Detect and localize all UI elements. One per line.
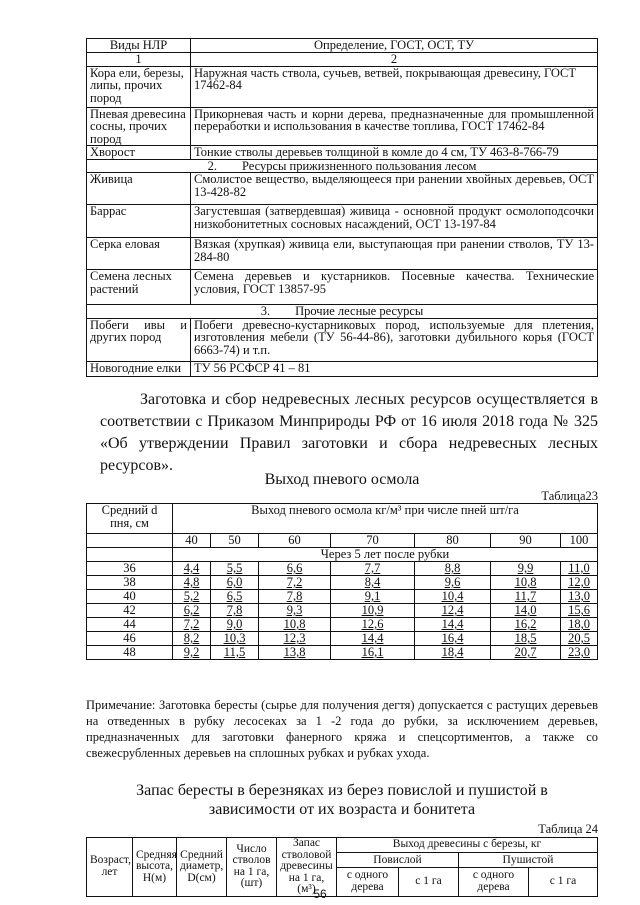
- col1-header: Средний d пня, см: [87, 504, 173, 534]
- row-def: Загустевшая (затвердевшая) живица - основной продукт осмолоподсочки низкобонитетных сосновых насаждений, ОСТ 13-197-84: [191, 205, 598, 238]
- header-diameter: Средний диаметр, D(см): [177, 838, 227, 897]
- note: Примечание: Заготовка бересты (сырье для получения дегтя) допускается с растущих деревьев на отведенных в рубку лесосеках за 1 -2 года до рубки, за исключением деревьев, предназначенных для заготовки фанерного кряжа и спецсортиментов, а также со свежесрубленных деревьев на сплошных рубках и рубках ухода.: [86, 698, 598, 760]
- row-def: ТУ 56 РСФСР 41 – 81: [191, 361, 598, 376]
- value-cell: 12,4: [415, 604, 491, 618]
- table23-title: Выход пневого осмола: [264, 471, 420, 488]
- empty-cell: [87, 534, 173, 548]
- col-number: 1: [87, 53, 191, 67]
- stump-count: 60: [259, 534, 331, 548]
- value-cell: 9,6: [415, 576, 491, 590]
- value-cell: 10,8: [259, 618, 331, 632]
- value-cell: 23,0: [561, 646, 598, 660]
- sub-per-ha: с 1 га: [529, 868, 598, 896]
- diameter-cell: 40: [87, 590, 173, 604]
- value-cell: 6,5: [211, 590, 259, 604]
- header-stems: Число стволов на 1 га, (шт): [227, 838, 277, 897]
- header-height: Средняя высота, Н(м): [133, 838, 177, 897]
- table23-number: Таблица23: [541, 489, 598, 503]
- value-cell: 7,7: [331, 562, 415, 576]
- value-cell: 7,8: [211, 604, 259, 618]
- value-cell: 4,4: [173, 562, 211, 576]
- row-def: Побеги древесно-кустарниковых пород, используемые для плетения, изготовления мебели (ТУ 56-44-86), заготовки дубильного корья (ГОСТ 6663-74) и т.п.: [191, 318, 598, 361]
- sub-per-tree: с одного дерева: [459, 868, 529, 896]
- value-cell: 14,4: [331, 632, 415, 646]
- value-cell: 10,4: [415, 590, 491, 604]
- diameter-cell: 48: [87, 646, 173, 660]
- row-name: Семена лесных растений: [87, 270, 191, 305]
- value-cell: 11,7: [491, 590, 561, 604]
- section-heading: 2. Ресурсы прижизненного пользования лесом: [87, 159, 598, 173]
- col-number: 2: [191, 53, 598, 67]
- value-cell: 15,6: [561, 604, 598, 618]
- value-cell: 16,2: [491, 618, 561, 632]
- table24-number: Таблица 24: [538, 822, 598, 836]
- sub-per-tree: с одного дерева: [337, 868, 399, 896]
- table-row: [87, 590, 598, 604]
- main-header: Выход пневого осмола кг/м³ при числе пней шт/га: [173, 504, 598, 534]
- row-def: Семена деревьев и кустарников. Посевные качества. Технические условия, ГОСТ 13857-95: [191, 270, 598, 305]
- row-def: Вязкая (хрупкая) живица ели, выступающая при ранении стволов, ТУ 13-284-80: [191, 238, 598, 270]
- row-name: Кора ели, березы, липы, прочих пород: [87, 66, 191, 107]
- stump-count: 80: [415, 534, 491, 548]
- nlr-definitions-table: [86, 38, 598, 377]
- value-cell: 8,8: [415, 562, 491, 576]
- value-cell: 4,8: [173, 576, 211, 590]
- diameter-cell: 42: [87, 604, 173, 618]
- row-name: Пневая древесина сосны, прочих пород: [87, 107, 191, 146]
- stump-count: 50: [211, 534, 259, 548]
- stump-count: 90: [491, 534, 561, 548]
- empty-cell: [87, 548, 173, 562]
- value-cell: 7,8: [259, 590, 331, 604]
- row-name: Побеги ивы и других пород: [87, 318, 191, 361]
- stump-count: 40: [173, 534, 211, 548]
- table-row: [87, 562, 598, 576]
- header-stock: Запас стволовой древесины на 1 га, (м³): [277, 838, 337, 897]
- value-cell: 5,2: [173, 590, 211, 604]
- diameter-cell: 46: [87, 632, 173, 646]
- value-cell: 18,0: [561, 618, 598, 632]
- body-paragraph: Заготовка и сбор недревесных лесных ресурсов осуществляется в соответствии с Приказом Минприроды РФ от 16 июля 2018 года № 325 «Об утверждении Правил заготовки и сбора недревесных лесных ресурсов».: [100, 391, 598, 474]
- row-name: Хворост: [87, 146, 191, 160]
- value-cell: 16,4: [415, 632, 491, 646]
- row-name: Новогодние елки: [87, 361, 191, 376]
- value-cell: 8,4: [331, 576, 415, 590]
- header-definition: Определение, ГОСТ, ОСТ, ТУ: [191, 39, 598, 53]
- header-age: Возраст, лет: [87, 838, 133, 897]
- species-pubescens: Пушистой: [459, 853, 598, 868]
- value-cell: 13,8: [259, 646, 331, 660]
- section-heading: 3. Прочие лесные ресурсы: [87, 305, 598, 319]
- value-cell: 18,4: [415, 646, 491, 660]
- value-cell: 10,3: [211, 632, 259, 646]
- page-number: 56: [313, 887, 327, 901]
- value-cell: 12,6: [331, 618, 415, 632]
- row-def: Наружная часть ствола, сучьев, ветвей, покрывающая древесину, ГОСТ 17462-84: [191, 66, 598, 107]
- value-cell: 16,1: [331, 646, 415, 660]
- diameter-cell: 36: [87, 562, 173, 576]
- value-cell: 13,0: [561, 590, 598, 604]
- value-cell: 8,2: [173, 632, 211, 646]
- value-cell: 6,2: [173, 604, 211, 618]
- value-cell: 18,5: [491, 632, 561, 646]
- value-cell: 9,0: [211, 618, 259, 632]
- value-cell: 6,6: [259, 562, 331, 576]
- value-cell: 9,1: [331, 590, 415, 604]
- value-cell: 20,5: [561, 632, 598, 646]
- value-cell: 10,9: [331, 604, 415, 618]
- value-cell: 5,5: [211, 562, 259, 576]
- header-types: Виды НЛР: [87, 39, 191, 53]
- table-row: [87, 618, 598, 632]
- row-name: Живица: [87, 173, 191, 205]
- table24-title-line2: зависимости от их возраста и бонитета: [208, 801, 476, 818]
- value-cell: 7,2: [173, 618, 211, 632]
- row-def: Тонкие стволы деревьев толщиной в комле до 4 см, ТУ 463-8-766-79: [191, 146, 598, 160]
- value-cell: 12,3: [259, 632, 331, 646]
- stump-resin-table: [86, 503, 598, 660]
- value-cell: 14,4: [415, 618, 491, 632]
- row-name: Серка еловая: [87, 238, 191, 270]
- table-row: [87, 632, 598, 646]
- value-cell: 6,0: [211, 576, 259, 590]
- row-def: Смолистое вещество, выделяющееся при ранении хвойных деревьев, ОСТ 13-428-82: [191, 173, 598, 205]
- sub-per-ha: с 1 га: [399, 868, 459, 896]
- value-cell: 9,9: [491, 562, 561, 576]
- table-row: [87, 646, 598, 660]
- table24-title-line1: Запас бересты в березняках из берез повислой и пушистой в: [136, 782, 548, 799]
- value-cell: 10,8: [491, 576, 561, 590]
- value-cell: 7,2: [259, 576, 331, 590]
- row-def: Прикорневая часть и корни дерева, предназначенные для промышленной переработки и использования в качестве топлива, ГОСТ 17462-84: [191, 107, 598, 146]
- species-pendula: Повислой: [337, 853, 459, 868]
- value-cell: 9,2: [173, 646, 211, 660]
- table-row: [87, 576, 598, 590]
- table-row: [87, 604, 598, 618]
- stump-count: 100: [561, 534, 598, 548]
- value-cell: 11,5: [211, 646, 259, 660]
- subheader: Через 5 лет после рубки: [173, 548, 598, 562]
- value-cell: 14,0: [491, 604, 561, 618]
- header-yield: Выход древесины с березы, кг: [337, 838, 598, 853]
- stump-count: 70: [331, 534, 415, 548]
- row-name: Баррас: [87, 205, 191, 238]
- diameter-cell: 38: [87, 576, 173, 590]
- value-cell: 20,7: [491, 646, 561, 660]
- diameter-cell: 44: [87, 618, 173, 632]
- value-cell: 11,0: [561, 562, 598, 576]
- value-cell: 12,0: [561, 576, 598, 590]
- value-cell: 9,3: [259, 604, 331, 618]
